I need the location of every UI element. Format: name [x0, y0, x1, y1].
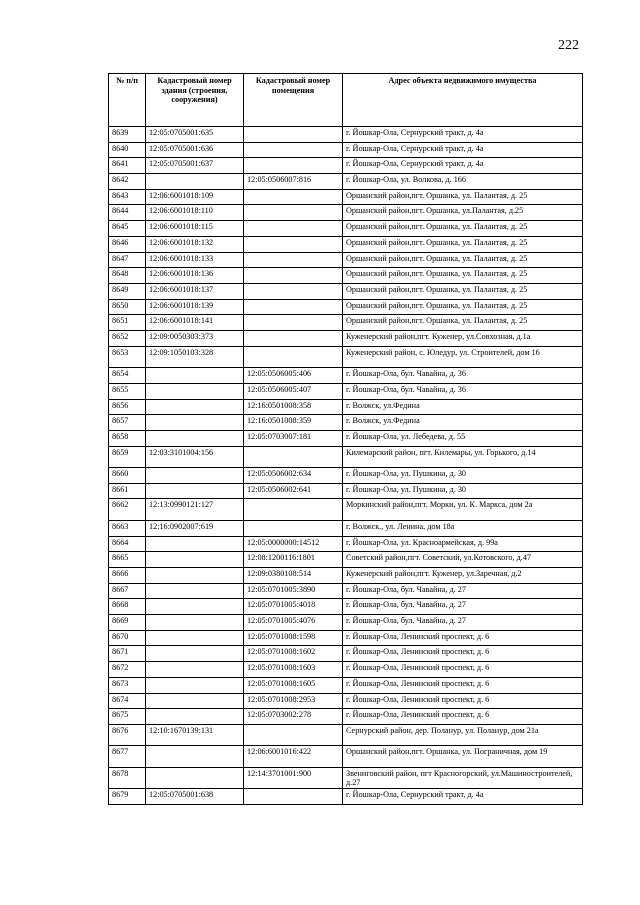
cell-building-cadastral	[146, 662, 244, 678]
table-row	[109, 483, 583, 499]
cell-address: Сернурский район, дер. Поланур, ул. Поланур, дом 21а	[343, 724, 583, 746]
cell-address: Куженерский район, с. Юледур, ул. Строителей, дом 16	[343, 346, 583, 368]
cell-address: Моркинский район,пгт. Морки, ул. К. Маркса, дом 2а	[343, 499, 583, 521]
cell-building-cadastral	[146, 383, 244, 399]
cell-address: г. Йошкар-Ола, бул. Чавайна, д. 36	[343, 383, 583, 399]
cell-address: г. Йошкар-Ола, Ленинский проспект, д. 6	[343, 646, 583, 662]
page-number: 222	[558, 38, 579, 53]
table-row	[109, 268, 583, 284]
cell-premise-cadastral: 12:05:0506005:406	[244, 368, 343, 384]
cell-address: г. Йошкар-Ола, бул. Чавайна, д. 27	[343, 599, 583, 615]
cell-premise-cadastral	[244, 330, 343, 346]
cell-building-cadastral	[146, 415, 244, 431]
cell-premise-cadastral	[244, 142, 343, 158]
cell-building-cadastral	[146, 599, 244, 615]
cell-building-cadastral: 12:05:0705001:636	[146, 142, 244, 158]
cell-num: 8639	[109, 127, 146, 143]
cell-premise-cadastral: 12:05:0703007:181	[244, 430, 343, 446]
cell-premise-cadastral: 12:05:0701008:1605	[244, 677, 343, 693]
cell-num: 8669	[109, 615, 146, 631]
cell-address: Оршанский район,пгт. Оршанка, ул. Палантая, д. 25	[343, 283, 583, 299]
cell-building-cadastral: 12:06:6001018:109	[146, 189, 244, 205]
cell-num: 8665	[109, 552, 146, 568]
table-row	[109, 142, 583, 158]
cell-address: г. Йошкар-Ола, Ленинский проспект, д. 6	[343, 709, 583, 725]
cell-address: Оршанский район,пгт. Оршанка, ул. Палантая, д. 25	[343, 299, 583, 315]
cell-premise-cadastral	[244, 789, 343, 805]
cell-address: Оршанский район,пгт. Оршанка, ул. Палантая, д. 25	[343, 315, 583, 331]
cell-premise-cadastral: 12:05:0000000:14512	[244, 536, 343, 552]
cell-address: г. Йошкар-Ола, ул. Волкова, д. 166	[343, 174, 583, 190]
table-row	[109, 346, 583, 368]
cell-num: 8661	[109, 483, 146, 499]
cell-building-cadastral: 12:03:3101004:156	[146, 446, 244, 468]
cell-num: 8640	[109, 142, 146, 158]
cell-building-cadastral	[146, 174, 244, 190]
table-row	[109, 315, 583, 331]
cell-premise-cadastral	[244, 346, 343, 368]
cell-building-cadastral	[146, 483, 244, 499]
cell-address: г. Волжск, ул.Федина	[343, 399, 583, 415]
cell-address: г. Йошкар-Ола, Ленинский проспект, д. 6	[343, 662, 583, 678]
cell-address: г. Йошкар-Ола, Сернурский тракт, д. 4а	[343, 158, 583, 174]
cell-premise-cadastral	[244, 221, 343, 237]
table-row	[109, 552, 583, 568]
table-row	[109, 383, 583, 399]
cell-building-cadastral	[146, 615, 244, 631]
table-row	[109, 499, 583, 521]
cell-building-cadastral: 12:05:0705001:635	[146, 127, 244, 143]
cell-building-cadastral	[146, 767, 244, 789]
cell-num: 8662	[109, 499, 146, 521]
table-row	[109, 724, 583, 746]
cell-premise-cadastral: 12:05:0701005:4076	[244, 615, 343, 631]
cell-premise-cadastral	[244, 283, 343, 299]
cell-num: 8674	[109, 693, 146, 709]
table-row	[109, 189, 583, 205]
cell-building-cadastral: 12:06:6001018:136	[146, 268, 244, 284]
table-row	[109, 221, 583, 237]
table-row	[109, 127, 583, 143]
table-row	[109, 693, 583, 709]
cell-address: г. Йошкар-Ола, Сернурский тракт, д. 4а	[343, 142, 583, 158]
cell-premise-cadastral: 12:06:6001016:422	[244, 746, 343, 768]
cell-building-cadastral: 12:06:6001018:115	[146, 221, 244, 237]
table-row	[109, 630, 583, 646]
table-row	[109, 174, 583, 190]
cell-num: 8648	[109, 268, 146, 284]
cell-premise-cadastral: 12:05:0701008:1603	[244, 662, 343, 678]
cell-building-cadastral: 12:05:0705001:637	[146, 158, 244, 174]
cell-building-cadastral	[146, 568, 244, 584]
cell-building-cadastral: 12:06:6001018:137	[146, 283, 244, 299]
cell-num: 8667	[109, 583, 146, 599]
cell-address: Килемарский район, пгт. Килемары, ул. Горького, д.14	[343, 446, 583, 468]
cell-building-cadastral: 12:06:6001018:133	[146, 252, 244, 268]
cell-address: г. Йошкар-Ола, бул. Чавайна, д. 27	[343, 583, 583, 599]
table-row	[109, 568, 583, 584]
cell-premise-cadastral	[244, 499, 343, 521]
header-address: Адрес объекта недвижимого имущества	[343, 74, 583, 127]
cell-num: 8649	[109, 283, 146, 299]
cell-building-cadastral	[146, 368, 244, 384]
table-row	[109, 205, 583, 221]
cell-premise-cadastral	[244, 446, 343, 468]
table-row	[109, 283, 583, 299]
cell-num: 8677	[109, 746, 146, 768]
cell-building-cadastral	[146, 430, 244, 446]
cell-address: г. Йошкар-Ола, Ленинский проспект, д. 6	[343, 630, 583, 646]
cell-building-cadastral	[146, 646, 244, 662]
table-row	[109, 583, 583, 599]
cell-address: Оршанский район,пгт. Оршанка, ул. Палантая, д. 25	[343, 221, 583, 237]
cell-num: 8676	[109, 724, 146, 746]
cell-premise-cadastral	[244, 724, 343, 746]
table-row	[109, 399, 583, 415]
cell-building-cadastral: 12:16:0902007:619	[146, 520, 244, 536]
cell-building-cadastral	[146, 552, 244, 568]
table-row	[109, 599, 583, 615]
cell-building-cadastral	[146, 630, 244, 646]
cell-num: 8657	[109, 415, 146, 431]
table-row	[109, 415, 583, 431]
header-building-cadastral: Кадастровый номер здания (строения, сооружения)	[146, 74, 244, 127]
cell-premise-cadastral: 12:05:0701008:1598	[244, 630, 343, 646]
property-register-table	[108, 73, 583, 805]
cell-premise-cadastral: 12:16:0501008:358	[244, 399, 343, 415]
cell-building-cadastral: 12:10:1670139:131	[146, 724, 244, 746]
table-row	[109, 330, 583, 346]
cell-premise-cadastral	[244, 127, 343, 143]
table-row	[109, 368, 583, 384]
table-row	[109, 158, 583, 174]
table-row	[109, 252, 583, 268]
cell-num: 8673	[109, 677, 146, 693]
cell-premise-cadastral: 12:05:0506007:816	[244, 174, 343, 190]
table-row	[109, 662, 583, 678]
cell-num: 8659	[109, 446, 146, 468]
cell-building-cadastral	[146, 746, 244, 768]
cell-premise-cadastral: 12:05:0701008:1602	[244, 646, 343, 662]
cell-building-cadastral: 12:06:6001018:141	[146, 315, 244, 331]
header-num: № п/п	[109, 74, 146, 127]
table-body	[109, 127, 583, 805]
cell-address: Куженерский район,пгт. Куженер, ул.Совхозная, д.1а	[343, 330, 583, 346]
cell-building-cadastral	[146, 677, 244, 693]
cell-building-cadastral: 12:09:1050103:328	[146, 346, 244, 368]
cell-num: 8652	[109, 330, 146, 346]
cell-num: 8654	[109, 368, 146, 384]
table-header-row	[109, 74, 583, 127]
cell-num: 8642	[109, 174, 146, 190]
table-row	[109, 468, 583, 484]
cell-num: 8666	[109, 568, 146, 584]
cell-address: г. Йошкар-Ола, Ленинский проспект, д. 6	[343, 693, 583, 709]
cell-premise-cadastral: 12:05:0701005:4018	[244, 599, 343, 615]
cell-num: 8656	[109, 399, 146, 415]
cell-address: г. Йошкар-Ола, бул. Чавайна, д. 36	[343, 368, 583, 384]
cell-premise-cadastral: 12:05:0703002:278	[244, 709, 343, 725]
cell-premise-cadastral	[244, 158, 343, 174]
cell-premise-cadastral: 12:05:0701005:3890	[244, 583, 343, 599]
cell-address: Оршанский район,пгт. Оршанка, ул. Палантая, д. 25	[343, 268, 583, 284]
table-row	[109, 646, 583, 662]
cell-premise-cadastral	[244, 268, 343, 284]
table-row	[109, 536, 583, 552]
cell-num: 8672	[109, 662, 146, 678]
cell-num: 8647	[109, 252, 146, 268]
cell-num: 8653	[109, 346, 146, 368]
cell-building-cadastral	[146, 709, 244, 725]
cell-premise-cadastral: 12:08:1200116:1801	[244, 552, 343, 568]
cell-num: 8655	[109, 383, 146, 399]
cell-address: г. Йошкар-Ола, ул. Пушкина, д. 30	[343, 483, 583, 499]
cell-premise-cadastral: 12:05:0506002:634	[244, 468, 343, 484]
cell-building-cadastral: 12:06:6001018:139	[146, 299, 244, 315]
cell-premise-cadastral: 12:05:0701008:2953	[244, 693, 343, 709]
table-row	[109, 520, 583, 536]
cell-address: Оршанский район,пгт. Оршанка, ул. Палантая, д. 25	[343, 189, 583, 205]
table-row	[109, 430, 583, 446]
table-row	[109, 746, 583, 768]
table-row	[109, 767, 583, 789]
cell-address: г. Йошкар-Ола, Ленинский проспект, д. 6	[343, 677, 583, 693]
cell-num: 8679	[109, 789, 146, 805]
cell-address: Звениговский район, пгт Красногорский, ул.Машиностроителей, д.27	[343, 767, 583, 789]
cell-num: 8646	[109, 236, 146, 252]
cell-premise-cadastral: 12:14:3701001:900	[244, 767, 343, 789]
cell-building-cadastral: 12:09:0050303:373	[146, 330, 244, 346]
cell-premise-cadastral: 12:16:0501008:359	[244, 415, 343, 431]
cell-num: 8645	[109, 221, 146, 237]
table-row	[109, 709, 583, 725]
cell-num: 8660	[109, 468, 146, 484]
cell-address: Куженерский район,пгт. Куженер, ул.Заречная, д.2	[343, 568, 583, 584]
cell-num: 8664	[109, 536, 146, 552]
cell-num: 8668	[109, 599, 146, 615]
cell-building-cadastral: 12:05:0705001:638	[146, 789, 244, 805]
cell-num: 8644	[109, 205, 146, 221]
cell-num: 8663	[109, 520, 146, 536]
cell-premise-cadastral: 12:05:0506005:407	[244, 383, 343, 399]
cell-address: Оршанский район,пгт. Оршанка, ул. Пограничная, дом 19	[343, 746, 583, 768]
cell-address: Оршанский район,пгт. Оршанка, ул.Палантая, д.25	[343, 205, 583, 221]
cell-num: 8670	[109, 630, 146, 646]
cell-premise-cadastral	[244, 189, 343, 205]
table-row	[109, 677, 583, 693]
table-row	[109, 236, 583, 252]
cell-premise-cadastral	[244, 299, 343, 315]
cell-building-cadastral: 12:06:6001018:110	[146, 205, 244, 221]
table-row	[109, 615, 583, 631]
cell-address: г. Йошкар-Ола, бул. Чавайна, д. 27	[343, 615, 583, 631]
cell-address: г. Йошкар-Ола, Сернурский тракт, д. 4а	[343, 127, 583, 143]
header-premise-cadastral: Кадастровый номер помещения	[244, 74, 343, 127]
cell-num: 8651	[109, 315, 146, 331]
cell-address: Советский район,пгт. Советский, ул.Котовского, д.47	[343, 552, 583, 568]
cell-building-cadastral: 12:13:0990121:127	[146, 499, 244, 521]
cell-num: 8641	[109, 158, 146, 174]
table-row	[109, 789, 583, 805]
cell-address: г. Йошкар-Ола, ул. Лебедева, д. 55	[343, 430, 583, 446]
cell-premise-cadastral: 12:09:0380108:514	[244, 568, 343, 584]
cell-premise-cadastral	[244, 205, 343, 221]
cell-premise-cadastral: 12:05:0506002:641	[244, 483, 343, 499]
cell-premise-cadastral	[244, 236, 343, 252]
cell-num: 8643	[109, 189, 146, 205]
cell-premise-cadastral	[244, 252, 343, 268]
cell-building-cadastral	[146, 693, 244, 709]
cell-num: 8675	[109, 709, 146, 725]
cell-num: 8650	[109, 299, 146, 315]
cell-building-cadastral: 12:06:6001018:132	[146, 236, 244, 252]
cell-address: Оршанский район,пгт. Оршанка, ул. Палантая, д. 25	[343, 252, 583, 268]
table-row	[109, 299, 583, 315]
cell-num: 8658	[109, 430, 146, 446]
cell-building-cadastral	[146, 399, 244, 415]
cell-address: г. Йошкар-Ола, ул. Пушкина, д. 30	[343, 468, 583, 484]
cell-premise-cadastral	[244, 315, 343, 331]
cell-num: 8671	[109, 646, 146, 662]
cell-num: 8678	[109, 767, 146, 789]
cell-building-cadastral	[146, 536, 244, 552]
cell-address: г. Йошкар-Ола, ул. Красноармейская, д. 99а	[343, 536, 583, 552]
cell-address: Оршанский район,пгт. Оршанка, ул. Палантая, д. 25	[343, 236, 583, 252]
cell-address: г. Йошкар-Ола, Сернурский тракт, д. 4а	[343, 789, 583, 805]
cell-building-cadastral	[146, 583, 244, 599]
cell-building-cadastral	[146, 468, 244, 484]
table-row	[109, 446, 583, 468]
cell-address: г. Волжск., ул. Ленина, дом 18а	[343, 520, 583, 536]
cell-premise-cadastral	[244, 520, 343, 536]
cell-address: г. Волжск, ул.Федина	[343, 415, 583, 431]
